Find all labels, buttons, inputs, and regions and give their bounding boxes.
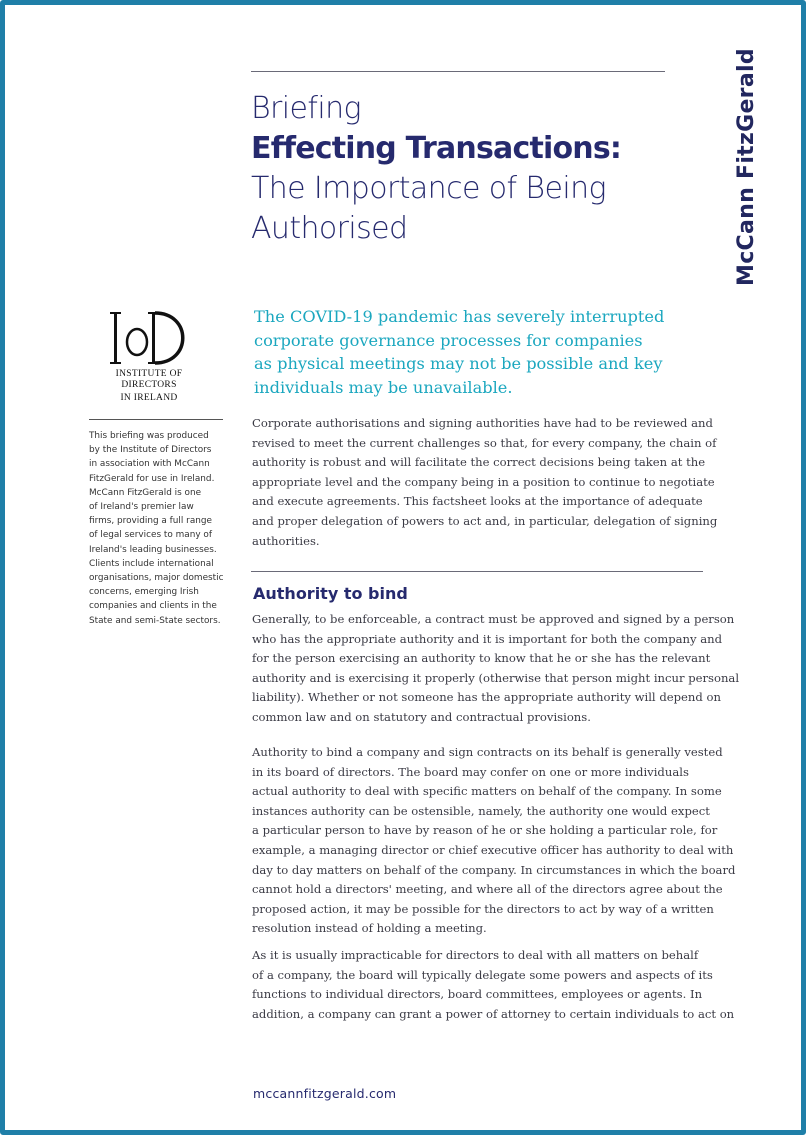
intro-standfirst xyxy=(254,305,674,399)
body-line: example, a managing director or chief executive officer has authority to deal with xyxy=(252,842,734,857)
body-line: day to day matters on behalf of the company. In circumstances in which the board xyxy=(252,862,736,877)
sidebar-line: Ireland's leading businesses. xyxy=(89,544,217,555)
brand-logo xyxy=(721,48,761,286)
subtitle-line-2: Authorised xyxy=(251,211,408,246)
body-line: a particular person to have by reason of he or she holding a particular role, for xyxy=(252,823,718,838)
iod-caption-line-2: IN IRELAND xyxy=(120,393,178,403)
sidebar-line: concerns, emerging Irish xyxy=(89,587,199,598)
intro-line: corporate governance processes for companies xyxy=(254,330,643,350)
body-line: revised to meet the current challenges so that, for every company, the chain of xyxy=(252,435,717,450)
subtitle-line-1: The Importance of Being xyxy=(251,171,606,206)
intro-line: as physical meetings may not be possible and key xyxy=(254,354,663,373)
body-line: actual authority to deal with specific matters on behalf of the company. In some xyxy=(252,784,722,799)
intro-line: individuals may be unavailable. xyxy=(254,377,513,397)
paragraph-3 xyxy=(252,743,736,939)
sidebar-line: companies and clients in the xyxy=(89,601,217,612)
iod-caption-line-1: INSTITUTE OF DIRECTORS xyxy=(115,369,183,390)
footer-website-link[interactable]: mccannfitzgerald.com xyxy=(253,1086,397,1101)
sidebar-line: firms, providing a full range xyxy=(89,516,212,527)
sidebar-line: in association with McCann xyxy=(89,459,210,470)
sidebar-line: organisations, major domestic xyxy=(89,573,224,584)
section-divider xyxy=(251,571,703,572)
page-title: Effecting Transactions: xyxy=(251,131,622,166)
body-line: appropriate level and the company being in a position to continue to negotiate xyxy=(252,474,715,489)
sidebar-divider xyxy=(89,419,223,420)
body-line: authority and is exercising it properly (otherwise that person might incur personal xyxy=(252,670,740,685)
body-line: Generally, to be enforceable, a contract must be approved and signed by a person xyxy=(252,612,735,626)
sidebar-line: of legal services to many of xyxy=(89,530,212,541)
intro-line: The COVID-19 pandemic has severely interrupted xyxy=(254,307,665,326)
body-line: authority is robust and will facilitate the correct decisions being taken at the xyxy=(252,455,706,470)
sidebar-note xyxy=(89,429,229,628)
paragraph-4 xyxy=(252,946,735,1024)
body-line: common law and on statutory and contractual provisions. xyxy=(252,709,591,724)
body-line: for the person exercising an authority to know that he or she has the relevant xyxy=(252,651,711,666)
body-line: proposed action, it may be possible for the directors to act by way of a written xyxy=(252,901,714,916)
iod-logo xyxy=(89,309,209,404)
body-line: functions to individual directors, board committees, employees or agents. In xyxy=(252,987,703,1002)
iod-logo-icon xyxy=(110,309,188,367)
sidebar-line: by the Institute of Directors xyxy=(89,445,212,456)
sidebar-line: FitzGerald for use in Ireland. xyxy=(89,473,215,484)
paragraph-2 xyxy=(252,610,740,728)
sidebar-line: McCann FitzGerald is one xyxy=(89,487,202,498)
body-line: resolution instead of holding a meeting. xyxy=(252,921,487,936)
body-line: instances authority can be ostensible, namely, the authority one would expect xyxy=(252,803,710,818)
sidebar-line: This briefing was produced xyxy=(89,431,209,441)
sidebar-line: State and semi-State sectors. xyxy=(89,615,221,626)
body-line: addition, a company can grant a power of attorney to certain individuals to act on xyxy=(252,1006,735,1021)
body-line: authorities. xyxy=(252,533,320,548)
title-block xyxy=(251,89,691,249)
body-line: Corporate authorisations and signing authorities have had to be reviewed and xyxy=(252,416,713,430)
body-line: who has the appropriate authority and it is important for both the company and xyxy=(252,631,723,646)
body-line: and execute agreements. This factsheet looks at the importance of adequate xyxy=(252,494,703,509)
body-line: in its board of directors. The board may confer on one or more individuals xyxy=(252,764,689,779)
body-line: and proper delegation of powers to act and, in particular, delegation of signing xyxy=(252,513,718,528)
top-divider xyxy=(251,71,665,72)
body-line: liability). Whether or not someone has the appropriate authority will depend on xyxy=(252,690,721,705)
body-line: cannot hold a directors' meeting, and where all of the directors agree about the xyxy=(252,882,723,897)
body-line: of a company, the board will typically delegate some powers and aspects of its xyxy=(252,967,713,982)
title-kicker: Briefing xyxy=(251,91,361,126)
section-heading: Authority to bind xyxy=(253,584,408,603)
sidebar-line: of Ireland's premier law xyxy=(89,502,194,513)
paragraph-1 xyxy=(252,414,718,551)
sidebar-line: Clients include international xyxy=(89,558,214,569)
body-line: As it is usually impracticable for directors to deal with all matters on behalf xyxy=(252,948,699,962)
brand-name: McCann FitzGerald xyxy=(734,48,759,286)
body-line: Authority to bind a company and sign contracts on its behalf is generally vested xyxy=(252,745,723,759)
